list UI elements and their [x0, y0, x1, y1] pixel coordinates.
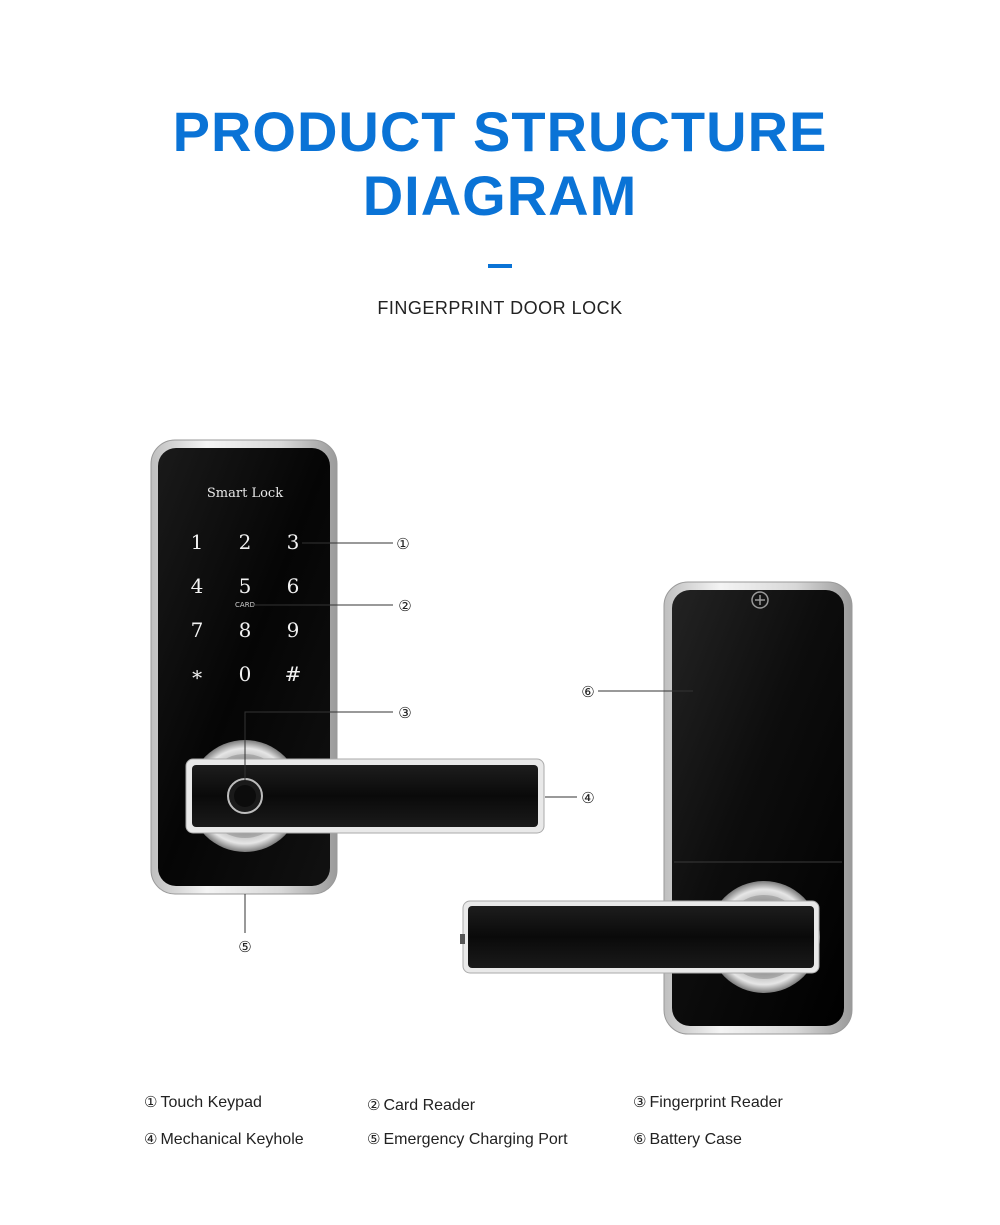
page-title-line-2: DIAGRAM [362, 164, 638, 227]
legend-label: Card Reader [383, 1097, 476, 1114]
legend-item-card-reader [367, 1096, 475, 1115]
callout-3: ③ [398, 704, 412, 722]
key-8[interactable]: 8 [238, 618, 252, 642]
legend-item-emergency-charging-port [367, 1130, 568, 1149]
legend-label: Touch Keypad [160, 1094, 262, 1111]
key-7[interactable]: 7 [190, 618, 204, 642]
key-1[interactable]: 1 [190, 530, 204, 554]
key-0[interactable]: 0 [238, 662, 252, 686]
callout-5: ⑤ [238, 938, 252, 956]
key-5[interactable]: 5 [238, 574, 252, 598]
legend-label: Emergency Charging Port [383, 1131, 568, 1148]
legend-number: ③ [633, 1093, 647, 1111]
callout-6: ⑥ [581, 683, 595, 701]
legend-number: ① [144, 1093, 158, 1111]
callout-4: ④ [581, 789, 595, 807]
key-star[interactable]: ∗ [190, 662, 204, 686]
key-4[interactable]: 4 [190, 574, 204, 598]
key-6[interactable]: 6 [286, 574, 300, 598]
legend-item-touch-keypad [144, 1093, 262, 1112]
legend-number: ④ [144, 1130, 158, 1148]
legend-label: Mechanical Keyhole [160, 1131, 304, 1148]
front-lock [151, 440, 544, 894]
page-title-line-1: PRODUCT STRUCTURE [172, 100, 828, 163]
callout-2: ② [398, 597, 412, 615]
key-2[interactable]: 2 [238, 530, 252, 554]
legend-label: Battery Case [649, 1131, 742, 1148]
key-9[interactable]: 9 [286, 618, 300, 642]
legend-item-battery-case [633, 1130, 742, 1149]
legend-label: Fingerprint Reader [649, 1094, 783, 1111]
screen-label: Smart Lock [206, 486, 284, 501]
legend-number: ② [367, 1096, 381, 1114]
back-handle[interactable] [468, 906, 814, 968]
legend-number: ⑥ [633, 1130, 647, 1148]
legend-number: ⑤ [367, 1130, 381, 1148]
key-hash[interactable]: # [284, 662, 302, 686]
legend-item-fingerprint-reader [633, 1093, 783, 1112]
card-label: CARD [235, 601, 255, 609]
legend-item-mechanical-keyhole [144, 1130, 304, 1149]
product-subtitle: FINGERPRINT DOOR LOCK [377, 298, 623, 318]
key-3[interactable]: 3 [286, 530, 300, 554]
callout-1: ① [396, 535, 410, 553]
